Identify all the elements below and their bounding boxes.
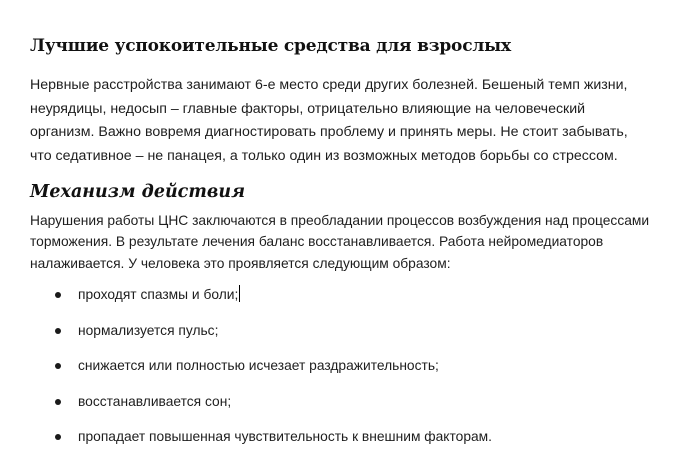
list-item-text: снижается или полностью исчезает раздражительность; — [78, 358, 439, 373]
list-item-text: восстанавливается сон; — [78, 393, 232, 409]
intro-paragraph[interactable] — [30, 74, 628, 168]
section-paragraph[interactable] — [30, 210, 649, 274]
section-heading[interactable]: Механизм действия — [30, 182, 245, 202]
list-item-text: проходят спазмы и боли; — [78, 287, 239, 302]
bullet-icon — [55, 292, 61, 298]
bullet-icon — [55, 363, 61, 369]
list-item-text: нормализуется пульс; — [78, 322, 219, 338]
bullet-icon — [55, 434, 61, 440]
text-cursor — [239, 285, 240, 302]
section-line: Нарушения работы ЦНС заключаются в преобладании процессов возбуждения над процессами — [30, 213, 650, 228]
document-title[interactable]: Лучшие успокоительные средства для взрослых — [30, 36, 511, 56]
intro-line: организм. Важно вовремя диагностировать проблему и принять меры. Не стоит забывать, — [30, 124, 628, 141]
list-item-text: пропадает повышенная чувствительность к внешним факторам. — [78, 429, 492, 444]
intro-line: неурядицы, недосып – главные факторы, отрицательно влияющие на человеческий — [30, 100, 586, 117]
section-line: налаживается. У человека это проявляется следующим образом: — [30, 255, 451, 271]
intro-line: что седативное – не панацея, а только один из возможных методов борьбы со стрессом. — [30, 147, 618, 164]
section-line: торможения. В результате лечения баланс восстанавливается. Работа нейромедиаторов — [30, 234, 604, 250]
bullet-icon — [55, 328, 61, 334]
bullet-icon — [55, 399, 61, 405]
intro-line: Нервные расстройства занимают 6-е место среди других болезней. Бешеный темп жизни, — [30, 77, 628, 93]
